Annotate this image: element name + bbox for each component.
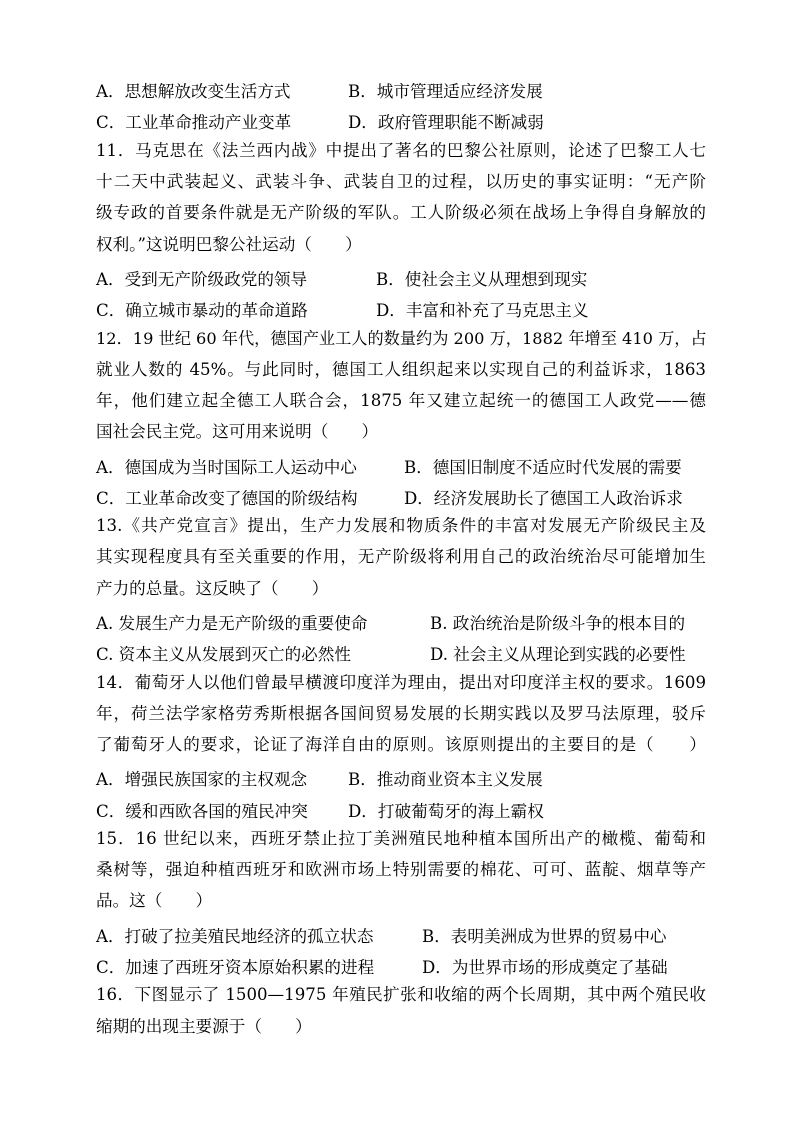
q10-option-a: A．思想解放改变生活方式 <box>96 82 291 101</box>
q11-option-a: A．受到无产阶级政党的领导 <box>96 270 308 289</box>
q16-stem-line-1: 16．下图显示了 1500—1975 年殖民扩张和收缩的两个长周期，其中两个殖民收 <box>96 985 706 1004</box>
q11-stem-line-3: 级专政的首要条件就是无产阶级的军队。工人阶级必须在战场上争得自身解放的 <box>96 203 706 222</box>
q14-option-a: A．增强民族国家的主权观念 <box>96 770 308 789</box>
q15-stem-line-2: 桑树等，强迫种植西班牙和欧洲市场上特别需要的棉花、可可、蓝靛、烟草等产 <box>96 860 706 879</box>
q11-stem-line-4: 权利。”这说明巴黎公社运动（ ） <box>96 235 362 254</box>
q14-stem-line-2: 年，荷兰法学家格劳秀斯根据各国间贸易发展的长期实践以及罗马法原理，驳斥 <box>96 704 706 723</box>
q13-stem-line-2: 其实现程度具有至关重要的作用，无产阶级将利用自己的政治统治尽可能增加生 <box>96 547 706 566</box>
q12-option-d: D．经济发展助长了德国工人政治诉求 <box>404 489 683 508</box>
q13-option-a: A. 发展生产力是无产阶级的重要使命 <box>96 614 368 633</box>
q12-option-c: C．工业革命改变了德国的阶级结构 <box>96 489 358 508</box>
q14-option-d: D．打破葡萄牙的海上霸权 <box>348 802 544 821</box>
q10-option-c: C．工业革命推动产业变革 <box>96 113 292 132</box>
q11-option-b: B．使社会主义从理想到现实 <box>376 270 588 289</box>
q14-option-c: C．缓和西欧各国的殖民冲突 <box>96 802 308 821</box>
q15-option-b: B．表明美洲成为世界的贸易中心 <box>422 927 667 946</box>
q13-stem-line-1: 13.《共产党宣言》提出，生产力发展和物质条件的丰富对发展无产阶级民主及 <box>96 516 706 535</box>
q15-stem-line-3: 品。这（ ） <box>96 891 213 910</box>
q11-option-d: D．丰富和补充了马克思主义 <box>376 301 589 320</box>
q13-option-c: C. 资本主义从发展到灭亡的必然性 <box>96 645 351 664</box>
q14-stem-line-1: 14．葡萄牙人以他们曾最早横渡印度洋为理由，提出对印度洋主权的要求。1609 <box>96 673 706 692</box>
q14-option-b: B．推动商业资本主义发展 <box>348 770 543 789</box>
q11-stem-line-2: 十二天中武装起义、武装斗争、武装自卫的过程，以历史的事实证明：“无产阶 <box>96 172 706 191</box>
q10-option-d: D．政府管理职能不断减弱 <box>348 113 544 132</box>
q15-option-d: D．为世界市场的形成奠定了基础 <box>422 958 668 977</box>
q12-stem-line-3: 年，他们建立起全德工人联合会，1875 年又建立起统一的德国工人政党——德 <box>96 391 706 410</box>
q14-stem-line-3: 了葡萄牙人的要求，论证了海洋自由的原则。该原则提出的主要目的是（ ） <box>96 735 706 754</box>
q13-option-d: D. 社会主义从理论到实践的必要性 <box>430 645 686 664</box>
q15-option-c: C．加速了西班牙资本原始积累的进程 <box>96 958 375 977</box>
q15-option-a: A．打破了拉美殖民地经济的孤立状态 <box>96 927 374 946</box>
q15-stem-line-1: 15．16 世纪以来，西班牙禁止拉丁美洲殖民地种植本国所出产的橄榄、葡萄和 <box>96 829 706 848</box>
q13-option-b: B. 政治统治是阶级斗争的根本目的 <box>430 614 686 633</box>
q12-stem-line-4: 国社会民主党。这可用来说明（ ） <box>96 422 379 441</box>
q12-option-a: A．德国成为当时国际工人运动中心 <box>96 458 357 477</box>
q13-stem-line-3: 产力的总量。这反映了（ ） <box>96 579 329 598</box>
q12-stem-line-2: 就业人数的 45%。与此同时，德国工人组织起来以实现自己的利益诉求，1863 <box>96 360 706 379</box>
q12-stem-line-1: 12．19 世纪 60 年代，德国产业工人的数量约为 200 万，1882 年增至 410 万，占 <box>96 329 707 348</box>
q11-option-c: C．确立城市暴动的革命道路 <box>96 301 308 320</box>
q10-option-b: B．城市管理适应经济发展 <box>348 82 543 101</box>
q11-stem-line-1: 11．马克思在《法兰西内战》中提出了著名的巴黎公社原则，论述了巴黎工人七 <box>96 141 706 160</box>
q16-stem-line-2: 缩期的出现主要源于（ ） <box>96 1017 312 1036</box>
q12-option-b: B．德国旧制度不适应时代发展的需要 <box>404 458 682 477</box>
